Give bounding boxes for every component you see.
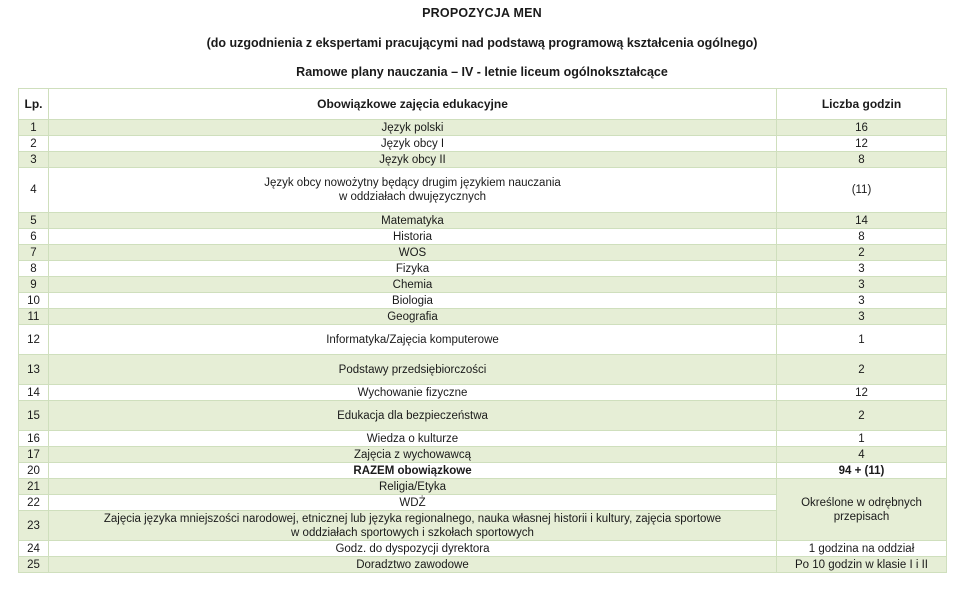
row-hours: 1: [777, 431, 947, 447]
row-hours: 8: [777, 229, 947, 245]
table-row: [19, 277, 947, 293]
row-number: 14: [19, 385, 49, 401]
row-hours: 3: [777, 309, 947, 325]
row-subject: Fizyka: [49, 261, 777, 277]
page-subtitle: (do uzgodnienia z ekspertami pracującymi nad podstawą programową kształcenia ogólnego): [206, 36, 758, 50]
row-number: 20: [19, 463, 49, 479]
row-number: 9: [19, 277, 49, 293]
table-row: [19, 293, 947, 309]
table-row: [19, 541, 947, 557]
curriculum-table: [18, 88, 947, 573]
row-subject: Matematyka: [49, 213, 777, 229]
table-row: [19, 447, 947, 463]
row-subject-line-2: w oddziałach sportowych i szkołach sportowych: [291, 526, 534, 539]
row-number: 22: [19, 495, 49, 511]
row-subject: Wychowanie fizyczne: [49, 385, 777, 401]
table-row: [19, 245, 947, 261]
row-subject: Godz. do dyspozycji dyrektora: [49, 541, 777, 557]
row-subject: Doradztwo zawodowe: [49, 557, 777, 573]
row-hours: 14: [777, 213, 947, 229]
table-row: [19, 479, 947, 495]
table-row: [19, 168, 947, 213]
row-number: 11: [19, 309, 49, 325]
row-subject-line-2: w oddziałach dwujęzycznych: [338, 191, 487, 203]
row-number: 5: [19, 213, 49, 229]
row-subject: Religia/Etyka: [49, 479, 777, 495]
row-hours: 1: [777, 325, 947, 355]
row-number: 16: [19, 431, 49, 447]
document-titles: [0, 0, 964, 81]
row-number: 4: [19, 168, 49, 213]
merged-hours-cell: [777, 479, 947, 541]
table-header-row: [19, 89, 947, 120]
column-header-subject: Obowiązkowe zajęcia edukacyjne: [49, 89, 777, 120]
row-hours: 2: [777, 401, 947, 431]
row-number: 25: [19, 557, 49, 573]
page-title: PROPOZYCJA MEN: [422, 6, 542, 20]
row-number: 6: [19, 229, 49, 245]
table-row: [19, 309, 947, 325]
row-number: 13: [19, 355, 49, 385]
table-row: [19, 401, 947, 431]
row-hours: 12: [777, 136, 947, 152]
row-subject: Język obcy I: [49, 136, 777, 152]
row-subject: Edukacja dla bezpieczeństwa: [49, 401, 777, 431]
row-subject: Informatyka/Zajęcia komputerowe: [49, 325, 777, 355]
table-row: [19, 152, 947, 168]
row-number: 10: [19, 293, 49, 309]
column-header-hours: Liczba godzin: [777, 89, 947, 120]
table-row: [19, 229, 947, 245]
row-hours: 3: [777, 261, 947, 277]
row-hours: 94 + (11): [777, 463, 947, 479]
row-number: 2: [19, 136, 49, 152]
row-hours: 12: [777, 385, 947, 401]
row-number: 1: [19, 120, 49, 136]
table-row: [19, 557, 947, 573]
table-row: [19, 136, 947, 152]
row-subject: Biologia: [49, 293, 777, 309]
table-row: [19, 261, 947, 277]
row-hours: 3: [777, 293, 947, 309]
table-row: [19, 385, 947, 401]
merged-hours-line-1: Określone w odrębnych: [801, 496, 922, 509]
row-number: 17: [19, 447, 49, 463]
table-row: [19, 120, 947, 136]
row-subject: Zajęcia z wychowawcą: [49, 447, 777, 463]
column-header-lp: Lp.: [19, 89, 49, 120]
row-hours: 2: [777, 355, 947, 385]
table-row: [19, 431, 947, 447]
row-hours: 16: [777, 120, 947, 136]
row-number: 7: [19, 245, 49, 261]
row-subject: Geografia: [49, 309, 777, 325]
row-subject-line-1: Zajęcia języka mniejszości narodowej, etnicznej lub języka regionalnego, nauka własnej historii i kultury, zajęcia sportowe: [103, 512, 722, 525]
table-row-total: [19, 463, 947, 479]
row-hours: Po 10 godzin w klasie I i II: [777, 557, 947, 573]
table-body: [19, 120, 947, 573]
row-number: 12: [19, 325, 49, 355]
table-header: [19, 89, 947, 120]
row-hours: 4: [777, 447, 947, 463]
row-subject: RAZEM obowiązkowe: [49, 463, 777, 479]
table-row: [19, 355, 947, 385]
page-subtitle-second: Ramowe plany nauczania – IV - letnie liceum ogólnokształcące: [296, 65, 668, 79]
row-hours: (11): [777, 168, 947, 213]
row-number: 23: [19, 511, 49, 541]
row-subject: WDŻ: [49, 495, 777, 511]
table-row: [19, 213, 947, 229]
row-hours: 1 godzina na oddział: [777, 541, 947, 557]
row-number: 21: [19, 479, 49, 495]
curriculum-table-wrapper: [18, 88, 946, 573]
row-subject: [49, 168, 777, 213]
row-subject: WOS: [49, 245, 777, 261]
table-row: [19, 325, 947, 355]
row-number: 15: [19, 401, 49, 431]
row-hours: 8: [777, 152, 947, 168]
row-subject: Język obcy II: [49, 152, 777, 168]
row-subject: Historia: [49, 229, 777, 245]
row-hours: 2: [777, 245, 947, 261]
row-number: 8: [19, 261, 49, 277]
row-number: 3: [19, 152, 49, 168]
row-subject: Wiedza o kulturze: [49, 431, 777, 447]
row-hours: 3: [777, 277, 947, 293]
row-subject: [49, 511, 777, 541]
row-subject: Podstawy przedsiębiorczości: [49, 355, 777, 385]
row-subject-line-1: Język obcy nowożytny będący drugim językiem nauczania: [264, 177, 561, 189]
row-number: 24: [19, 541, 49, 557]
row-subject: Chemia: [49, 277, 777, 293]
row-subject: Język polski: [49, 120, 777, 136]
merged-hours-line-2: przepisach: [833, 510, 890, 523]
